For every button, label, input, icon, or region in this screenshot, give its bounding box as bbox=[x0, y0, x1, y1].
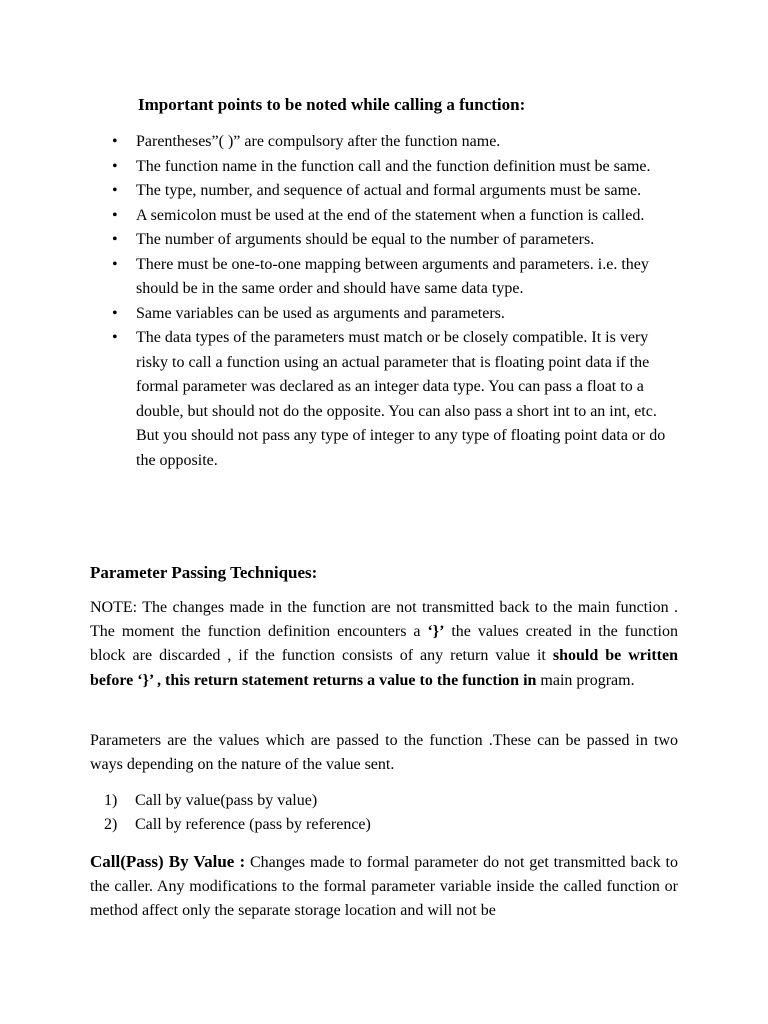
note-text-part2: the values created in the function block are discarded , if the function consists of any return value it bbox=[90, 623, 679, 665]
list-label: Call by value(pass by value) bbox=[135, 792, 318, 809]
note-brace: ‘}’ bbox=[427, 623, 445, 641]
section-heading-calling-function: Important points to be noted while calling a function: bbox=[138, 95, 526, 114]
call-by-value-title: Call(Pass) By Value : bbox=[90, 852, 246, 871]
list-item: • There must be one-to-one mapping between arguments and parameters. i.e. they should be in the same order and should have same data type. bbox=[104, 253, 674, 302]
note-text-part3: main program. bbox=[536, 671, 635, 689]
call-by-value-paragraph bbox=[90, 850, 678, 924]
list-item bbox=[104, 813, 371, 837]
passing-methods-list bbox=[104, 789, 371, 837]
note-text-part1: NOTE: The changes made in the function are not transmitted back to the main function . The moment the function definition encounters a bbox=[90, 599, 678, 641]
note-bold-text: should be written before ‘}’ , this return statement returns a value to the function in bbox=[90, 647, 678, 689]
list-item: • Same variables can be used as arguments and parameters. bbox=[104, 302, 674, 327]
call-by-value-text: Changes made to formal parameter do not get transmitted back to the caller. Any modifications to the formal parameter variable inside the called function or method affect only the separate storage location and will not be bbox=[90, 854, 678, 920]
list-item: • The function name in the function call and the function definition must be same. bbox=[104, 155, 674, 180]
list-item: • Parentheses”( )” are compulsory after the function name. bbox=[104, 130, 674, 155]
note-paragraph bbox=[90, 596, 678, 693]
list-label: Call by reference (pass by reference) bbox=[135, 816, 371, 833]
list-item: • The number of arguments should be equal to the number of parameters. bbox=[104, 228, 674, 253]
list-item: • A semicolon must be used at the end of the statement when a function is called. bbox=[104, 204, 674, 229]
parameters-paragraph: Parameters are the values which are passed to the function .These can be passed in two ways depending on the nature of the value sent. bbox=[90, 732, 678, 774]
list-item bbox=[104, 789, 371, 813]
list-number: 1) bbox=[104, 792, 118, 809]
list-item: • The data types of the parameters must match or be closely compatible. It is very risky to call a function using an actual parameter that is floating point data if the formal parameter was declared as an integer data type. You can pass a float to a double, but should not do the opposite. You can also pass a short int to an int, etc. But you should not pass any type of integer to any type of floating point data or do the opposite. bbox=[104, 326, 674, 473]
section-heading-parameter-passing: Parameter Passing Techniques: bbox=[90, 563, 318, 582]
list-number: 2) bbox=[104, 816, 118, 833]
list-item: • The type, number, and sequence of actual and formal arguments must be same. bbox=[104, 179, 674, 204]
calling-points-list bbox=[104, 130, 674, 473]
